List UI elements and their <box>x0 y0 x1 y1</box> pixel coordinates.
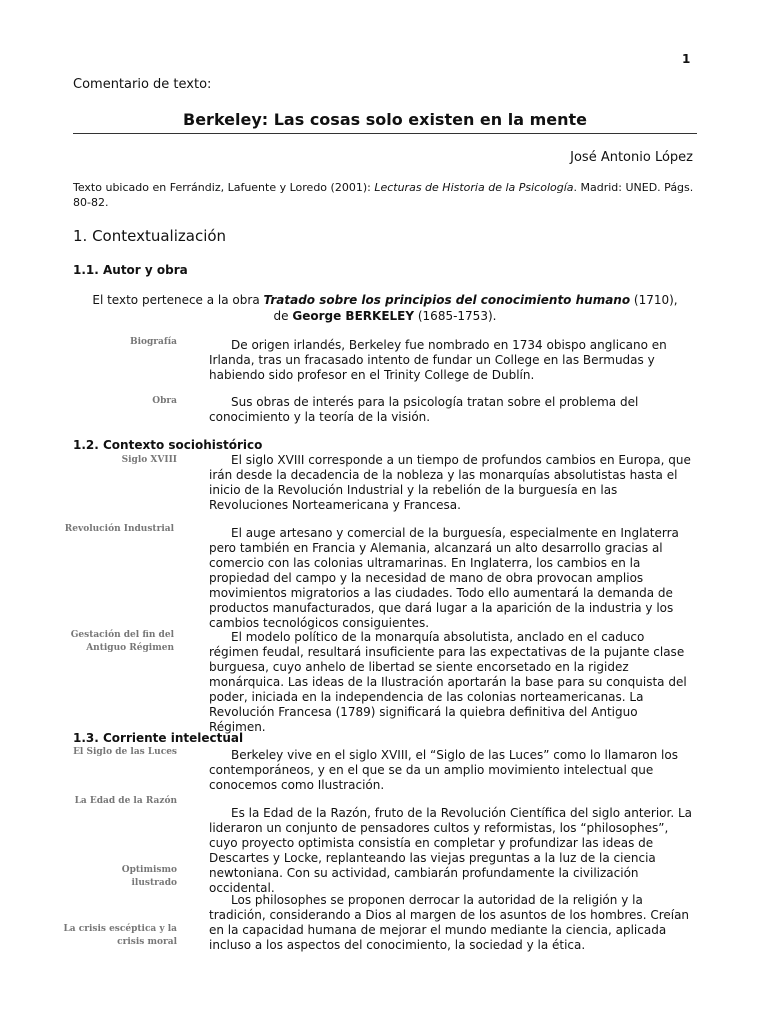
side-label: Revolución Industrial <box>64 524 174 534</box>
side-label: Optimismo ilustrado <box>121 865 177 888</box>
document-label: Comentario de texto: <box>73 77 212 92</box>
side-label: Gestación del fin del Antiguo Régimen <box>70 630 174 653</box>
source-suffix: . Madrid: UNED. Págs. 80-82. <box>73 181 694 209</box>
author-name: José Antonio López <box>570 150 693 165</box>
paragraph: El modelo político de la monarquía absolutista, anclado en el caduco régimen feudal, resultará insuficiente para las expectativas de la pujante clase burguesa, cuyo anhelo de libertad se siente encorsetado en la rigidez monárquica. Las ideas de la Ilustración aportarán la base para su conquista del poder, iniciada en la independencia de las colonias norteamericanas. La Revolución Francesa (1789) significará la quiebra definitiva del Antiguo Régimen. <box>209 630 687 734</box>
source-prefix: Texto ubicado en Ferrándiz, Lafuente y Loredo (2001): <box>73 181 375 194</box>
intro-line2-prefix: de <box>273 309 293 323</box>
paragraph: Los philosophes se proponen derrocar la autoridad de la religión y la tradición, considerando a Dios al margen de los asuntos de los hombres. Creían en la capacidad humana de mejorar el mundo mediante la ciencia, aplicada incluso a los aspectos del conocimiento, la sociedad y la ética. <box>209 893 690 952</box>
side-label: Obra <box>152 396 177 406</box>
source-book: Lecturas de Historia de la Psicología <box>374 181 574 194</box>
section-heading: 1. Contextualización <box>73 227 227 245</box>
paragraph: Es la Edad de la Razón, fruto de la Revolución Científica del siglo anterior. La lideraron un conjunto de pensadores cultos y reformistas, los “philosophes”, cuyo proyecto optimista consistía en completar y profundizar las ideas de Descartes y Locke, replanteando las viejas preguntas a la luz de la ciencia newtoniana. Con su actividad, cambiarán profundamente la civilización occidental. <box>209 806 693 895</box>
intro-prefix: El texto pertenece a la obra <box>92 293 264 307</box>
source-reference <box>73 180 697 210</box>
subsection-heading: 1.2. Contexto sociohistórico <box>73 438 263 452</box>
intro-paragraph <box>73 292 697 324</box>
paragraph: Sus obras de interés para la psicología tratan sobre el problema del conocimiento y la teoría de la visión. <box>209 395 639 424</box>
document-title: Berkeley: Las cosas solo existen en la mente <box>183 110 587 129</box>
subsection-heading: 1.3. Corriente intelectual <box>73 731 244 745</box>
paragraph: De origen irlandés, Berkeley fue nombrado en 1734 obispo anglicano en Irlanda, tras un fracasado intento de fundar un College en las Bermudas y habiendo sido profesor en el Trinity College de Dublín. <box>209 338 667 382</box>
side-label: La Edad de la Razón <box>74 796 177 806</box>
subsection-heading: 1.1. Autor y obra <box>73 263 188 277</box>
paragraph: El siglo XVIII corresponde a un tiempo de profundos cambios en Europa, que irán desde la decadencia de la nobleza y las monarquías absolutistas hasta el inicio de la Revolución Industrial y la rebelión de la burguesía en las Revoluciones Norteamericana y Francesa. <box>209 453 691 512</box>
intro-years: (1685-1753). <box>414 309 497 323</box>
side-label: Biografía <box>129 337 177 347</box>
intro-author: George BERKELEY <box>292 309 415 323</box>
title-rule <box>73 133 697 134</box>
side-label: Siglo XVIII <box>121 455 177 465</box>
intro-work-title: Tratado sobre los principios del conocimiento humano <box>263 293 631 307</box>
side-label: La crisis escéptica y la crisis moral <box>63 924 177 947</box>
page-number: 1 <box>682 52 691 66</box>
intro-mid: (1710), <box>630 293 678 307</box>
side-label: El Siglo de las Luces <box>73 747 177 757</box>
paragraph: El auge artesano y comercial de la burguesía, especialmente en Inglaterra pero también en Francia y Alemania, alcanzará un alto desarrollo gracias al comercio con las colonias ultramarinas. En Inglaterra, los cambios en la propiedad del campo y la necesidad de mano de obra provocan amplios movimientos migratorios a las ciudades. Todo ello aumentará la demanda de productos manufacturados, que dará lugar a la aparición de la industria y los cambios tecnológicos consiguientes. <box>209 526 679 630</box>
paragraph: Berkeley vive en el siglo XVIII, el “Siglo de las Luces” como lo llamaron los contemporáneos, y en el que se da un amplio movimiento intelectual que conocemos como Ilustración. <box>209 748 678 792</box>
